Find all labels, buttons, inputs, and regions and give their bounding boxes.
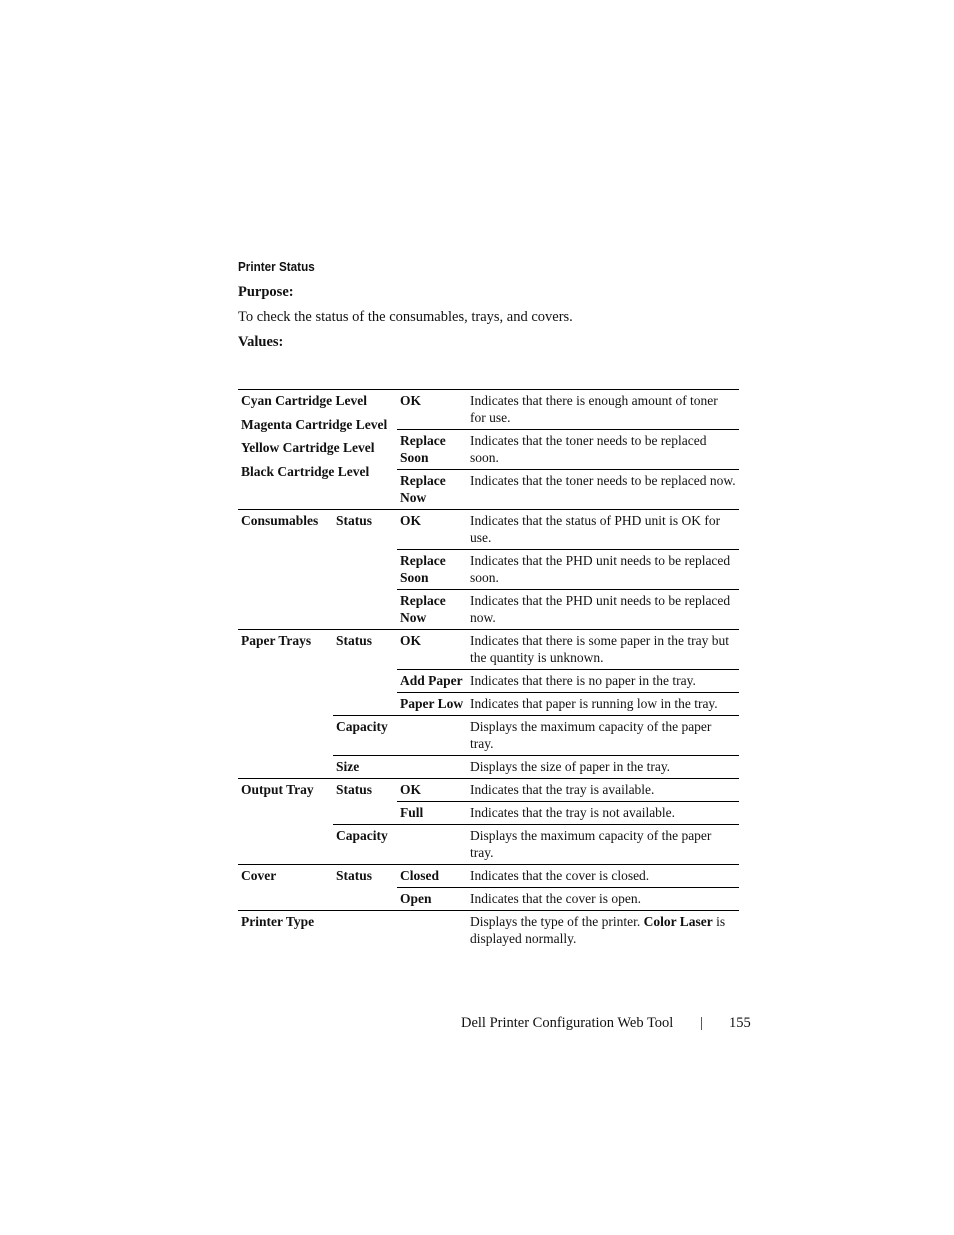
value-cell: OK — [397, 390, 467, 430]
purpose-text: To check the status of the consumables, trays, and covers. — [238, 309, 573, 325]
purpose-label: Purpose: — [238, 284, 294, 300]
description-cell: Displays the size of paper in the tray. — [467, 756, 739, 779]
printer-type-label: Printer Type — [241, 914, 315, 929]
description-cell: Indicates that the toner needs to be replaced now. — [467, 470, 739, 510]
description-cell: Indicates that the PHD unit needs to be replaced soon. — [467, 550, 739, 590]
description-cell: Indicates that the PHD unit needs to be replaced now. — [467, 590, 739, 630]
footer-separator: | — [700, 1015, 703, 1031]
cartridge-level-item: Magenta Cartridge Level — [241, 416, 388, 432]
value-cell: OK — [397, 779, 467, 802]
description-cell: Indicates that the cover is open. — [467, 888, 739, 911]
description-cell: Indicates that paper is running low in the tray. — [467, 693, 739, 716]
table-row — [238, 510, 739, 550]
table-row — [238, 911, 739, 951]
printer-type-desc-bold: Color Laser — [643, 914, 713, 929]
cover-status-label: Status — [333, 865, 397, 911]
value-cell: Add Paper — [397, 670, 467, 693]
paper-trays-size-label: Size — [333, 756, 467, 779]
description-cell: Indicates that there is enough amount of toner for use. — [467, 390, 739, 430]
value-cell: Open — [397, 888, 467, 911]
value-cell: Replace Soon — [397, 550, 467, 590]
page-number: 155 — [729, 1015, 751, 1031]
cartridge-level-item: Black Cartridge Level — [241, 463, 370, 479]
printer-type-description — [467, 911, 739, 951]
values-table — [238, 389, 739, 950]
value-cell: OK — [397, 510, 467, 550]
printer-type-desc-before: Displays the type of the printer. — [470, 914, 644, 929]
description-cell: Indicates that the toner needs to be replaced soon. — [467, 430, 739, 470]
values-label: Values: — [238, 334, 284, 350]
footer-title: Dell Printer Configuration Web Tool — [461, 1015, 674, 1031]
description-cell: Indicates that there is no paper in the tray. — [467, 670, 739, 693]
description-cell: Indicates that the tray is available. — [467, 779, 739, 802]
description-cell: Displays the maximum capacity of the paper tray. — [467, 716, 739, 756]
table-row — [238, 390, 739, 430]
paper-trays-label: Paper Trays — [238, 630, 333, 779]
cartridge-level-item: Yellow Cartridge Level — [241, 440, 375, 455]
value-cell: Paper Low — [397, 693, 467, 716]
output-tray-capacity-label: Capacity — [333, 825, 467, 865]
printer-type-desc-after: is displayed normally. — [470, 914, 726, 946]
paper-trays-capacity-label: Capacity — [333, 716, 467, 756]
value-cell: Replace Now — [397, 590, 467, 630]
value-cell: Replace Now — [397, 470, 467, 510]
output-tray-status-label: Status — [333, 779, 397, 825]
description-cell: Indicates that the status of PHD unit is OK for use. — [467, 510, 739, 550]
paper-trays-status-label: Status — [333, 630, 397, 716]
cover-label: Cover — [238, 865, 333, 911]
output-tray-label: Output Tray — [238, 779, 333, 865]
table-row — [238, 865, 739, 888]
value-cell: Closed — [397, 865, 467, 888]
description-cell: Displays the maximum capacity of the paper tray. — [467, 825, 739, 865]
cartridge-level-item: Cyan Cartridge Level — [241, 393, 367, 408]
consumables-status-label: Status — [333, 510, 397, 630]
value-cell: OK — [397, 630, 467, 670]
cartridge-level-list — [238, 390, 397, 510]
table-row — [238, 779, 739, 802]
value-cell: Replace Soon — [397, 430, 467, 470]
description-cell: Indicates that the cover is closed. — [467, 865, 739, 888]
description-cell: Indicates that there is some paper in the tray but the quantity is unknown. — [467, 630, 739, 670]
description-cell: Indicates that the tray is not available. — [467, 802, 739, 825]
consumables-label: Consumables — [238, 510, 333, 630]
table-row — [238, 630, 739, 670]
value-cell: Full — [397, 802, 467, 825]
section-title: Printer Status — [238, 259, 315, 274]
